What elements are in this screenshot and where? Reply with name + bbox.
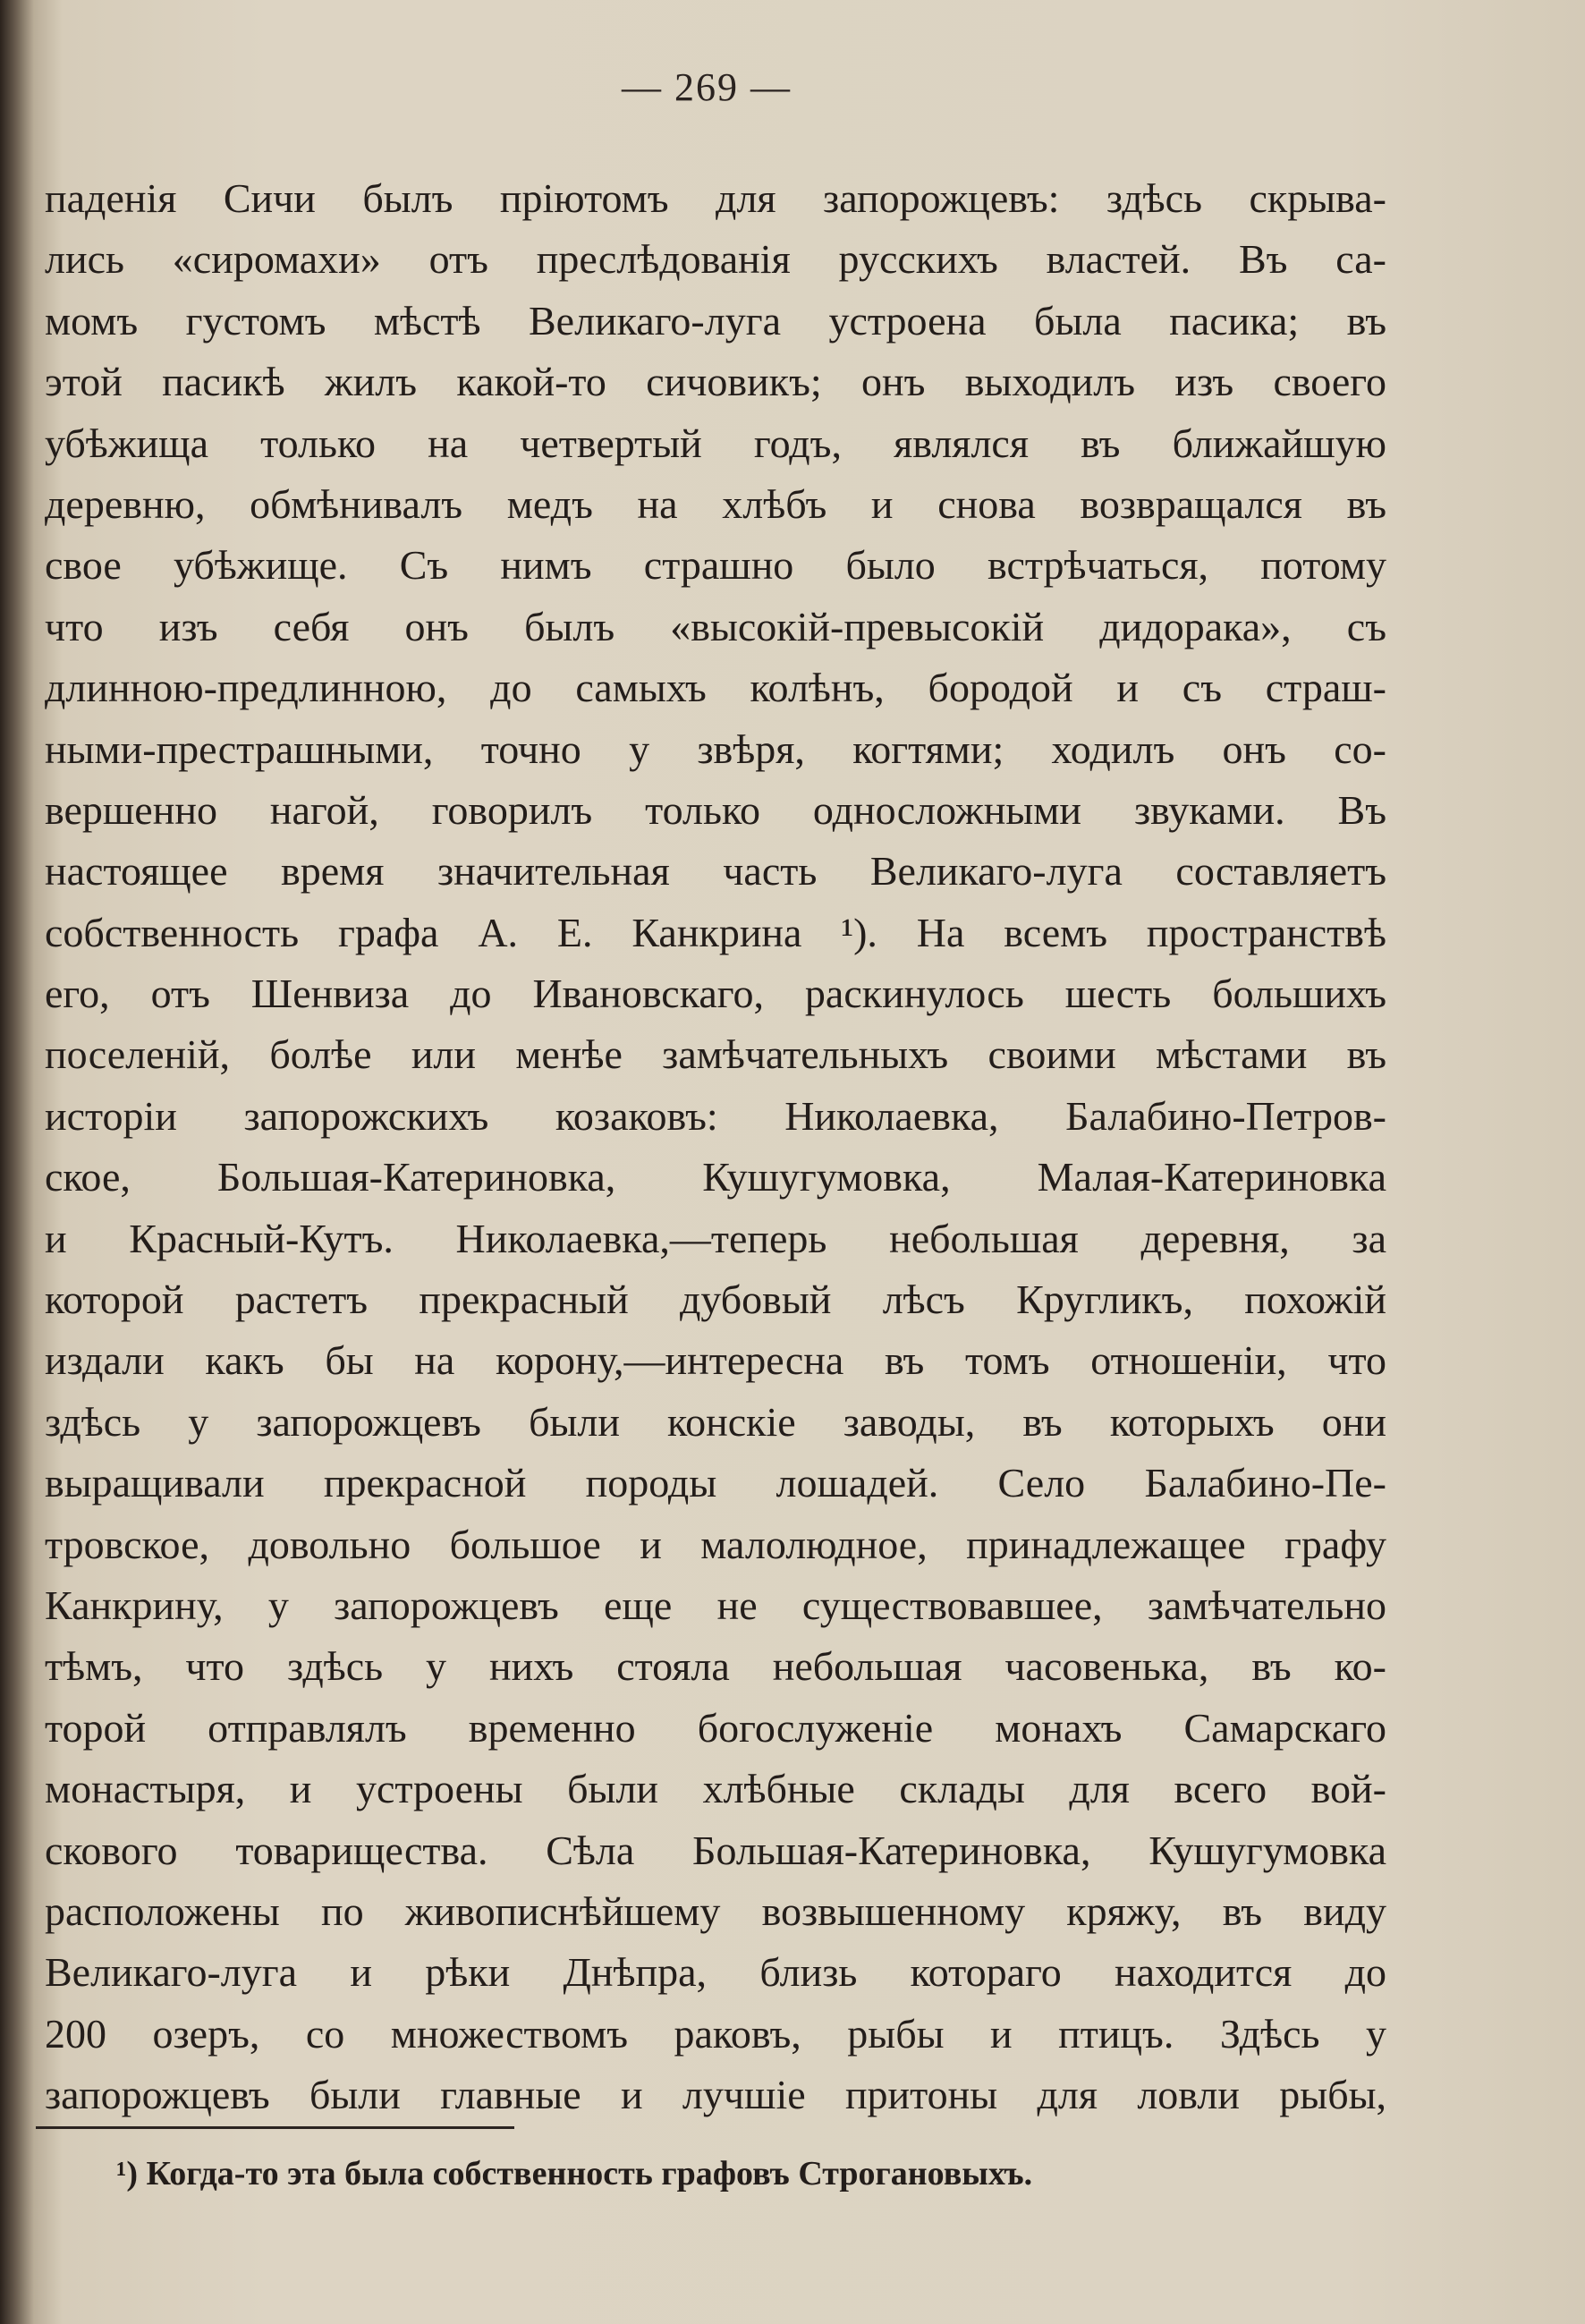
- text-line: здѣсь у запорожцевъ были конскіе заводы, въ которыхъ они: [45, 1398, 1386, 1445]
- body-text: [45, 168, 1386, 2126]
- text-line: что изъ себя онъ былъ «высокій-превысокій дидорака», съ: [45, 603, 1386, 649]
- text-line: лись «сиромахи» отъ преслѣдованія русскихъ властей. Въ са-: [45, 236, 1386, 283]
- text-line: свое убѣжище. Съ нимъ страшно было встрѣчаться, потому: [45, 542, 1386, 589]
- text-line: монастыря, и устроены были хлѣбные склады для всего вой-: [45, 1766, 1386, 1812]
- text-line: собственность графа А. Е. Канкрина ¹). На всемъ пространствѣ: [45, 909, 1386, 955]
- text-line: убѣжища только на четвертый годъ, являлся въ ближайшую: [45, 420, 1386, 466]
- footnote-divider: [36, 2126, 514, 2129]
- text-line: 200 озеръ, со множествомъ раковъ, рыбы и птицъ. Здѣсь у: [45, 2010, 1386, 2057]
- text-line: тровское, довольно большое и малолюдное, принадлежащее графу: [45, 1521, 1386, 1567]
- text-line: его, отъ Шенвиза до Ивановскаго, раскинулось шесть большихъ: [45, 971, 1386, 1017]
- text-line: ское, Большая-Катериновка, Кушугумовка, Малая-Катериновка: [45, 1154, 1386, 1200]
- text-line: торой отправлялъ временно богослуженіе монахъ Самарскаго: [45, 1704, 1386, 1751]
- text-line: запорожцевъ были главные и лучшіе притоны для ловли рыбы,: [45, 2072, 1386, 2118]
- footnote: ¹) Когда-то эта была собственность графовъ Строгановыхъ.: [116, 2155, 1033, 2193]
- text-line: момъ густомъ мѣстѣ Великаго-луга устроена была пасика; въ: [45, 297, 1386, 344]
- text-line: скового товарищества. Сѣла Большая-Катериновка, Кушугумовка: [45, 1827, 1386, 1873]
- text-line: Канкрину, у запорожцевъ еще не существовавшее, замѣчательно: [45, 1582, 1386, 1628]
- text-line: паденія Сичи былъ пріютомъ для запорожцевъ: здѣсь скрыва-: [45, 175, 1386, 221]
- text-line: тѣмъ, что здѣсь у нихъ стояла небольшая часовенька, въ ко-: [45, 1643, 1386, 1690]
- text-line: настоящее время значительная часть Великаго-луга составляетъ: [45, 848, 1386, 895]
- text-line: расположены по живописнѣйшему возвышенному кряжу, въ виду: [45, 1887, 1386, 1934]
- text-line: Великаго-луга и рѣки Днѣпра, близь котораго находится до: [45, 1949, 1386, 1996]
- text-line: деревню, обмѣнивалъ медъ на хлѣбъ и снова возвращался въ: [45, 480, 1386, 527]
- page-number: — 269 —: [622, 65, 792, 109]
- text-line: издали какъ бы на корону,—интересна въ томъ отношеніи, что: [45, 1337, 1386, 1384]
- text-line: длинною-предлинною, до самыхъ колѣнъ, бородой и съ страш-: [45, 665, 1386, 711]
- text-line: этой пасикѣ жилъ какой-то сичовикъ; онъ выходилъ изъ своего: [45, 359, 1386, 405]
- text-line: поселеній, болѣе или менѣе замѣчательныхъ своими мѣстами въ: [45, 1031, 1386, 1078]
- text-line: ными-престрашными, точно у звѣря, когтями; ходилъ онъ со-: [45, 725, 1386, 772]
- text-line: выращивали прекрасной породы лошадей. Село Балабино-Пе-: [45, 1460, 1386, 1506]
- text-line: вершенно нагой, говорилъ только односложными звуками. Въ: [45, 786, 1386, 833]
- text-line: которой растетъ прекрасный дубовый лѣсъ Кругликъ, похожій: [45, 1277, 1386, 1323]
- text-line: и Красный-Кутъ. Николаевка,—теперь небольшая деревня, за: [45, 1215, 1386, 1261]
- text-line: исторіи запорожскихъ козаковъ: Николаевка, Балабино-Петров-: [45, 1092, 1386, 1139]
